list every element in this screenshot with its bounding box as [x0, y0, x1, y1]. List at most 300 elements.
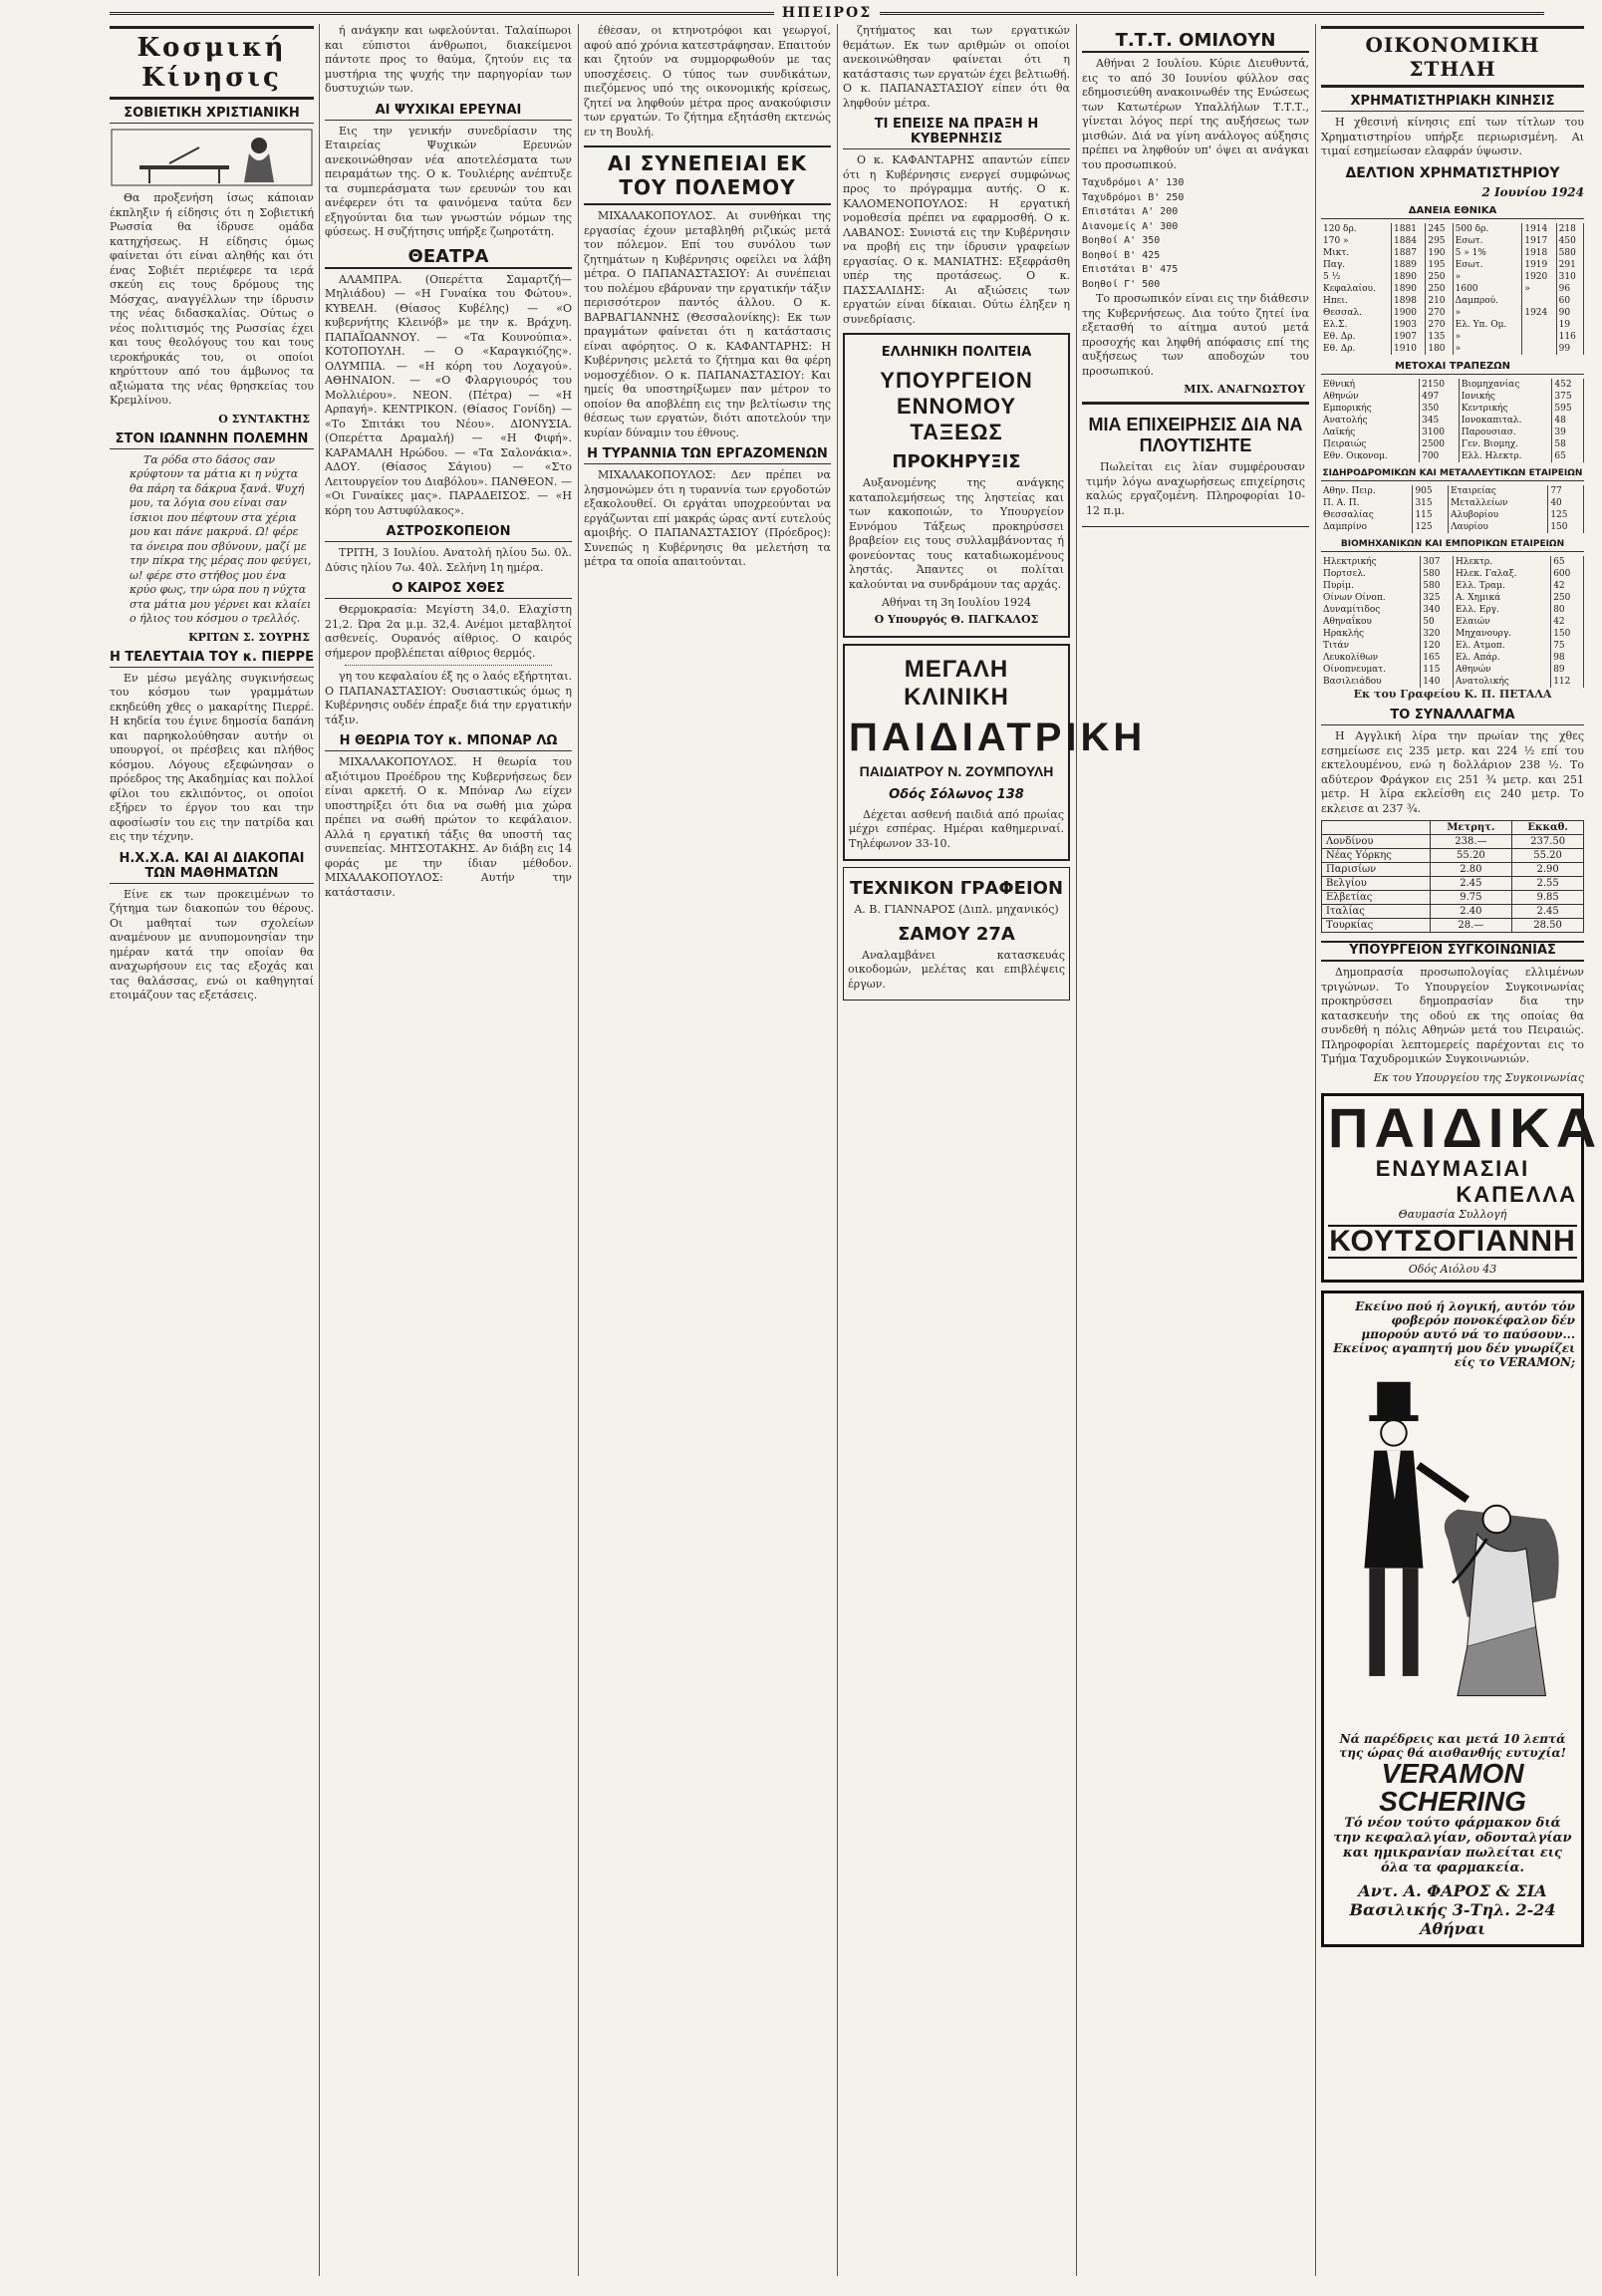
veramon-city: Αθήναι	[1420, 1919, 1485, 1938]
exchange-heading: ΤΟ ΣΥΝΑΛΛΑΓΜΑ	[1321, 708, 1584, 725]
observatory-heading: ΑΣΤΡΟΣΚΟΠΕΙΟΝ	[325, 524, 572, 542]
loan-row	[1321, 307, 1584, 319]
article-body: ΜΙΧΑΛΑΚΟΠΟΥΛΟΣ: Δεν πρέπει να λησμονώμεν ότι η τυραννία των εργοδοτών εξακολουθεί. Οι εργάται υποχρεούνται να εργάζωνται επί μακράς ώρας αντί ευτελούς αμοιβής. Ο ΠΑΠΑΝΑΣΤΑΣΙΟΥ (Πρόεδρος): Συνεπώς η Κυβέρνησις θα μελετήση τα μέτρα τα οποία απαιτούνται.	[584, 468, 831, 568]
table-cell: 1890	[1392, 283, 1426, 295]
table-cell: Αθηνών	[1454, 664, 1551, 676]
table-cell: Εθ. Δρ.	[1321, 331, 1392, 343]
article-body: Η χθεσινή κίνησις επί των τίτλων του Χρηματιστηρίου υπήρξε περιωρισμένη. Αι τιμαί εσημείωσαν ελαφράν ύψωσιν.	[1321, 116, 1584, 157]
table-cell: 80	[1551, 604, 1584, 616]
salary-row: Βοηθοί Α' 350	[1082, 235, 1161, 246]
loan-row	[1321, 235, 1584, 247]
table-cell: 1600	[1453, 283, 1522, 295]
exchange-cell: 237.50	[1512, 835, 1584, 849]
industry-row	[1321, 592, 1584, 604]
table-cell: Ηλεκ. Γαλαξ.	[1454, 568, 1551, 580]
table-cell: 307	[1421, 556, 1454, 568]
table-cell: 245	[1426, 223, 1453, 235]
table-cell: 96	[1556, 283, 1583, 295]
exchange-text: Η Αγγλική λίρα την πρωίαν της χθες εσημείωσε εις 235 μετρ. και 224 ½ επί του εκτελουμένου, ενώ η δολλάριον 238 ½. Το αδύτερον Φράγκον εις 251 ¾ μετρ. και 251 μετρ. Η λίρα εκλείσθη εις 240 μετρ. Το εκλεισε αι 237 ¾.	[1321, 729, 1584, 815]
table-cell: 1920	[1522, 271, 1556, 283]
industry-table	[1321, 556, 1584, 688]
table-cell: Τιτάν	[1321, 640, 1421, 652]
kids-ad-hats: ΚΑΠΕΛΛΑ	[1456, 1182, 1577, 1207]
table-cell: Ελλ. Εργ.	[1454, 604, 1551, 616]
loan-row	[1321, 319, 1584, 331]
exchange-cell: 2.45	[1512, 905, 1584, 919]
table-cell: 320	[1421, 628, 1454, 640]
table-cell: 60	[1556, 295, 1583, 307]
article-body: Ο κ. ΚΑΦΑΝΤΑΡΗΣ απαντών είπεν ότι η Κυβέρνησις ενεργεί συμφώνως προς το πρόγραμμα αυτής. Ο κ. ΚΑΛΟΜΕΝΟΠΟΥΛΟΣ: Η εργατική νομοθεσία πρέπει να εφαρμοσθή. Ο κ. ΛΑΒΑΝΟΣ: Συνιστά εις την Κυβέρνησιν να προβή εις την ίδρυσιν γραφείων εργασίας. Ο κ. ΜΑΝΙΑΤΗΣ: Εξεφράσθη υπέρ της προτάσεως. Ο κ. ΠΑΣΣΑΛΙΔΗΣ: Αι αξιώσεις των εργατών είναι δίκαιαι. Ούτω έληξεν η συνεδρίασις.	[843, 153, 1070, 326]
table-cell: 580	[1556, 247, 1583, 259]
table-cell: Ελ. Ατμοπ.	[1454, 640, 1551, 652]
table-cell: 115	[1413, 509, 1449, 521]
table-cell: 218	[1556, 223, 1583, 235]
table-cell: 580	[1421, 568, 1454, 580]
rail-row	[1321, 521, 1584, 533]
table-cell: 39	[1552, 427, 1584, 438]
gentleman-and-lady-illustration	[1330, 1369, 1575, 1728]
table-cell: 1898	[1392, 295, 1426, 307]
table-cell: 50	[1421, 616, 1454, 628]
woman-writing-illustration	[110, 128, 314, 187]
table-cell: Λευκολίθων	[1321, 652, 1421, 664]
table-cell: Μεταλλείων	[1449, 497, 1548, 509]
table-cell: 497	[1420, 391, 1460, 403]
theatre-listings: ΑΛΑΜΠΡΑ. (Οπερέττα Σαμαρτζή—Μηλιάδου) — «Η Γυναίκα του Φώτου». ΚΥΒΕΛΗ. (Θίασος Κυβέλης) — «Ο κυβερνήτης Κλεινόβ» με την κ. Βράχνη. ΠΑΠΑΪΩΑΝΝΟΥ. — «Τα Κουνούπια». ΚΟΤΟΠΟΥΛΗ. — Ο «Καραγκιόζης». ΟΛΥΜΠΙΑ. — «Η κόρη του Λοχαγού». ΑΘΗΝΑΙΟΝ. — «Ο Φλαργιουρός του Μολλιέρου». ΝΕΟΝ. (Πέτρα) — «Η Αρπαγή». ΚΕΝΤΡΙΚΟΝ. (Θίασος Γονίδη) — «Το Σπιτάκι του Νέου». ΔΙΟΝΥΣΙΑ. (Οπερέττα Δραμαλή) — «Η Φιφή». ΚΑΡΑΜΑΛΗ Ηρώδου. — «Τα Σαλονάκια». ΑΔΟΥ. (Θίασος Σάγιου) — «Στο Λειτουργείον του Διαβόλου». ΠΑΝΘΕΟΝ. — «Οι Γυναίκες μας». ΠΑΡΑΔΕΙΣΟΣ. — «Η κόρη του Αστυφύλακος».	[325, 272, 572, 517]
table-cell: Α. Χημικά	[1454, 592, 1551, 604]
table-cell: Π. Α. Π.	[1321, 497, 1413, 509]
article-body: γη του κεφαλαίου έξ ης ο λαός εξήρτηται. Ο ΠΑΠΑΝΑΣΤΑΣΙΟΥ: Ουσιαστικώς όμως η Κυβέρνησις ουδέν έπραξε διά την εργατικήν τάξιν.	[325, 670, 572, 726]
table-cell: Κεφαλαίου.	[1321, 283, 1392, 295]
table-cell: Ελαιών	[1454, 616, 1551, 628]
table-cell: Πορτσελ.	[1321, 568, 1421, 580]
clinic-heading: ΜΕΓΑΛΗ ΚΛΙΝΙΚΗ	[904, 655, 1009, 711]
industry-row	[1321, 604, 1584, 616]
bank-row	[1321, 415, 1584, 427]
exchange-cell: 28.50	[1512, 919, 1584, 933]
rail-row	[1321, 497, 1584, 509]
rail-row	[1321, 509, 1584, 521]
article-title: Η ΤΥΡΑΝΝΙΑ ΤΩΝ ΕΡΓΑΖΟΜΕΝΩΝ	[584, 446, 831, 464]
article-body: Αθήναι 2 Ιουλίου. Κύριε Διευθυντά, εις το από 30 Ιουνίου φύλλον σας εδημοσιεύθη ανακοινωθέν της Ενώσεως των Κατωτέρων Υπαλλήλων Τ.Τ.Τ., γίνεται λόγος περί της αυξήσεως των μισθών. Διά να γίνη ανάλογος αύξησις πρέπει να ληφθούν υπ' όψει αι ανάγκαι του προσωπικού.	[1082, 57, 1309, 171]
table-cell: 295	[1426, 235, 1453, 247]
table-cell: 1900	[1392, 307, 1426, 319]
table-cell: »	[1453, 343, 1522, 355]
table-cell	[1522, 343, 1556, 355]
article-title: Η.Χ.Χ.Α. ΚΑΙ ΑΙ ΔΙΑΚΟΠΑΙ ΤΩΝ ΜΑΘΗΜΑΤΩΝ	[110, 851, 314, 884]
table-cell: 3100	[1420, 427, 1460, 438]
table-cell: 350	[1420, 403, 1460, 415]
exchange-row	[1322, 877, 1584, 891]
clinic-text: Δέχεται ασθενή παιδιά από πρωίας μέχρι εσπέρας. Ημέραι καθημεριναί. Τηλέφωνον 33-10.	[849, 807, 1064, 850]
clinic-heading-pediatrics: ΠΑΙΔΙΑΤΡΙΚΗ	[849, 715, 1147, 759]
exchange-cell: 2.90	[1512, 863, 1584, 877]
table-cell: »	[1522, 283, 1556, 295]
table-cell: 48	[1552, 415, 1584, 427]
article-title: ΣΤΟΝ ΙΩΑΝΝΗΝ ΠΟΛΕΜΗΝ	[110, 431, 314, 449]
loan-row	[1321, 343, 1584, 355]
table-cell: 500 δρ.	[1453, 223, 1522, 235]
exchange-row	[1322, 905, 1584, 919]
exchange-header: Εκκαθ.	[1512, 821, 1584, 835]
bulletin-heading: ΔΕΛΤΙΟΝ ΧΡΗΜΑΤΙΣΤΗΡΙΟΥ	[1345, 164, 1560, 181]
column-1	[110, 24, 314, 2276]
table-cell: Ιονοκαπιταλ.	[1459, 415, 1552, 427]
table-cell: Ανατολικής	[1454, 676, 1551, 688]
table-cell: 595	[1552, 403, 1584, 415]
veramon-tagline: Τό νέον τούτο φάρμακον διά την κεφαλαλγίαν, οδονταλγίαν και ημικρανίαν πωλείται εις όλα τα φαρμακεία.	[1333, 1816, 1572, 1875]
kids-clothing-ad	[1321, 1093, 1602, 1283]
column-5	[1082, 24, 1309, 2276]
section-banner-social: Κοσμική Κίνησις	[110, 26, 314, 100]
table-cell: 340	[1421, 604, 1454, 616]
salary-row: Ταχυδρόμοι Α' 130	[1082, 177, 1185, 188]
table-cell: Γεν. Βιομηχ.	[1459, 438, 1552, 450]
rates-source: Εκ του Γραφείου Κ. Π. ΠΕΤΑΛΑ	[1353, 687, 1552, 701]
table-cell: 700	[1420, 450, 1460, 462]
article-title: ΣΟΒΙΕΤΙΚΗ ΧΡΙΣΤΙΑΝΙΚΗ	[110, 106, 314, 124]
table-cell: 170 »	[1321, 235, 1392, 247]
bank-row	[1321, 427, 1584, 438]
table-cell: 2500	[1420, 438, 1460, 450]
table-cell: 325	[1421, 592, 1454, 604]
table-cell	[1522, 295, 1556, 307]
table-cell: Αθηνών	[1321, 391, 1420, 403]
exchange-header	[1322, 821, 1431, 835]
table-cell: Μικτ.	[1321, 247, 1392, 259]
exchange-cell: Λονδίνου	[1322, 835, 1431, 849]
table-cell: 310	[1556, 271, 1583, 283]
table-cell: Παγ.	[1321, 259, 1392, 271]
bank-row	[1321, 450, 1584, 462]
table-cell: 250	[1551, 592, 1584, 604]
ministry-heading: ΥΠΟΥΡΓΕΙΟΝ ΕΝΝΟΜΟΥ ΤΑΞΕΩΣ	[880, 368, 1033, 444]
industry-row	[1321, 676, 1584, 688]
banks-table	[1321, 379, 1584, 462]
exchange-cell: 55.20	[1512, 849, 1584, 863]
decree-box	[843, 333, 1070, 638]
table-cell: Πειραιώς	[1321, 438, 1420, 450]
industry-row	[1321, 652, 1584, 664]
exchange-row	[1322, 919, 1584, 933]
table-cell: 65	[1551, 556, 1584, 568]
table-cell: 5 » 1%	[1453, 247, 1522, 259]
observatory-text: ΤΡΙΤΗ, 3 Ιουλίου. Ανατολή ηλίου 5ω. 0λ. Δύσις ηλίου 7ω. 40λ. Σελήνη 1η ημέρα.	[325, 546, 572, 574]
table-cell: Βασιλειάδου	[1321, 676, 1421, 688]
table-cell: Εμπορικής	[1321, 403, 1420, 415]
loan-row	[1321, 283, 1584, 295]
column-rule	[578, 24, 579, 2276]
article-body: Θα προξενήση ίσως κάποιαν έκπληξιν ή είδησις ότι η Σοβιετική Ρωσσία θα ίδρυσε ομάδα κατηχήσεως. Η είδησις όμως φαίνεται ότι είναι αληθής και ότι ένας Σοβιέτ περιέφερε τα ιερά σκεύη εις τους δρόμους της Μόσχας, αναγγέλλων την ίδρυσιν της νέας διδασκαλίας. Ούτως ο νέος πολιτισμός της Ρωσσίας έχει και τους θεολόγους του και τους ιεροκήρυκάς του, οι οποίοι κηρύττουν από του άμβωνος τα αξιώματα της νέας θρησκείας του Κρεμλίνου.	[110, 191, 314, 407]
industry-row	[1321, 568, 1584, 580]
article-title: ΤΙ ΕΠΕΙΣΕ ΝΑ ΠΡΑΞΗ Η ΚΥΒΕΡΝΗΣΙΣ	[843, 117, 1070, 149]
table-cell: 75	[1551, 640, 1584, 652]
industry-row	[1321, 580, 1584, 592]
table-cell: Ελ. Απάρ.	[1454, 652, 1551, 664]
decree-date: Αθήναι τη 3η Ιουλίου 1924	[881, 596, 1032, 609]
tech-office-text: Αναλαμβάνει κατασκευάς οικοδομών, μελέτας και επιβλέψεις έργων.	[848, 948, 1065, 991]
table-cell: 1907	[1392, 331, 1426, 343]
loan-row	[1321, 223, 1584, 235]
industry-row	[1321, 556, 1584, 568]
table-cell: 1903	[1392, 319, 1426, 331]
salary-row: Επιστάται Β' 475	[1082, 264, 1179, 275]
kids-ad-collection: Θαυμασία Συλλογή	[1398, 1208, 1507, 1221]
article-body: Το προσωπικόν είναι εις την διάθεσιν της Κυβερνήσεως. Δια τούτο ζητεί ίνα εξετασθή το αίτημα αυτού μετά προσοχής και ληφθή απόφασις επί της αυξήσεως των αποδοχών του προσωπικού.	[1082, 292, 1309, 378]
article-body: ΜΙΧΑΛΑΚΟΠΟΥΛΟΣ. Η θεωρία του αξιότιμου Προέδρου της Κυβερνήσεως δεν είναι αρκετή. Ο κ. Μπόναρ Λω είχεν υποστηρίξει ότι δια να σωθή μια χώρα πρέπει να σωθή πρώτον το κεφάλαιον. Αλλά η εργατική τάξις θα υποστή τας συνεπείας. ΜΗΤΣΟΤΑΚΗΣ. Αν διάβη εις 14 φοράς με την ίδιαν μέθοδον. ΜΙΧΑΛΑΚΟΠΟΥΛΟΣ: Αυτήν την κατάστασιν.	[325, 755, 572, 899]
table-cell: Δυναμίτιδος	[1321, 604, 1421, 616]
article-signature: Ο ΣΥΝΤΑΚΤΗΣ	[218, 412, 310, 426]
table-cell: Παρουσιασ.	[1459, 427, 1552, 438]
ministry-text: Δημοπρασία προσωπολογίας ελλιμένων τριγώνων. Το Υπουργείον Συγκοινωνίας προκηρύσσει δημοπρασίαν δια την κατασκευήν της οδού εκ της οποίας θα συνδεθή η πόλις Αθηνών μετά του Πειραιώς. Πληροφορίαι λεπτομερείς παρέχονται εις το Τμήμα Ταχυδρομικών Συγκοινωνιών.	[1321, 966, 1584, 1065]
weather-text: Θερμοκρασία: Μεγίστη 34,0. Ελαχίστη 21,2. Ώρα 2α μ.μ. 32,4. Ανέμοι μεταβλητοί ασθενείς. Ουρανός αίθριος. Ο καιρός σήμερον προβλέπεται αίθριος θερμός.	[325, 603, 572, 660]
table-cell: Εσωτ.	[1453, 259, 1522, 271]
table-cell: Ελ. Υπ. Ομ.	[1453, 319, 1522, 331]
masthead-rule-right	[880, 12, 1544, 15]
state-heading: ΕΛΛΗΝΙΚΗ ΠΟΛΙΤΕΙΑ	[881, 345, 1032, 360]
table-cell: Ηλεκτρικής	[1321, 556, 1421, 568]
table-cell: Αλυβορίου	[1449, 509, 1548, 521]
exchange-cell: 9.75	[1430, 891, 1512, 905]
table-cell: Μηχανουργ.	[1454, 628, 1551, 640]
bank-row	[1321, 379, 1584, 391]
tech-office-heading: ΤΕΧΝΙΚΟΝ ΓΡΑΦΕΙΟΝ	[849, 878, 1064, 899]
column-rule	[837, 24, 838, 2276]
exchange-cell: Ιταλίας	[1322, 905, 1431, 919]
table-cell: 1890	[1392, 271, 1426, 283]
table-cell	[1522, 319, 1556, 331]
table-cell: Ηρακλής	[1321, 628, 1421, 640]
table-cell: 270	[1426, 319, 1453, 331]
table-cell: 58	[1552, 438, 1584, 450]
loans-table	[1321, 223, 1584, 355]
poem-body: Τα ρόδα στο δάσος σαν κρύφτουν τα μάτια κι η νύχτα θα πάρη τα δάκρυα ξανά. Ψυχή μου, τα λόγια σου είναι σαν ίσκιοι που πέφτουν στα χέρια μου και πάνε μακρυά. Ω! φέρε τα όνειρα που σβύνουν, μαζί με την πίκρα της μέρας που φεύγει, ω! φέρε στο στήθος μου ένα κρύο φως, την ώρα που η νύχτα στα μάτια μου γέρνει και κλαίει ο ήλιος του κόσμου ο τρελλός.	[130, 452, 312, 625]
column-2	[325, 24, 572, 2276]
exchange-row	[1322, 891, 1584, 905]
table-cell	[1522, 331, 1556, 343]
article-title: Τ.Τ.Τ. ΟΜΙΛΟΥΝ	[1082, 30, 1309, 53]
exchange-cell: Ελβετίας	[1322, 891, 1431, 905]
table-cell: 120 δρ.	[1321, 223, 1392, 235]
kids-ad-address: Οδός Αιόλου 43	[1408, 1263, 1497, 1276]
table-cell: Εταιρείας	[1449, 485, 1548, 497]
masthead-rule-left	[110, 12, 774, 15]
table-cell: 42	[1551, 580, 1584, 592]
clinic-doctor: ΠΑΙΔΙΑΤΡΟΥ Ν. ΖΟΥΜΠΟΥΛΗ	[859, 762, 1054, 779]
exchange-cell: 55.20	[1430, 849, 1512, 863]
business-ad-heading: ΜΙΑ ΕΠΙΧΕΙΡΗΣΙΣ ΔΙΑ ΝΑ ΠΛΟΥΤΙΣΗΤΕ	[1088, 415, 1303, 455]
column-rule	[1315, 24, 1316, 2276]
table-cell: Βιομηχανίας	[1459, 379, 1552, 391]
tech-office-address: ΣΑΜΟΥ 27Α	[898, 923, 1015, 945]
poem-signature: ΚΡΙΤΩΝ Σ. ΣΟΥΡΗΣ	[188, 630, 310, 644]
section-banner-economy: ΟΙΚΟΝΟΜΙΚΗ ΣΤΗΛΗ	[1321, 26, 1584, 88]
table-cell: 1918	[1522, 247, 1556, 259]
table-cell: 1889	[1392, 259, 1426, 271]
bank-row	[1321, 391, 1584, 403]
exchange-cell: Παρισίων	[1322, 863, 1431, 877]
table-cell: 580	[1421, 580, 1454, 592]
industry-row	[1321, 664, 1584, 676]
table-cell: Οίνοπνευματ.	[1321, 664, 1421, 676]
table-cell: Αθην. Πειρ.	[1321, 485, 1413, 497]
veramon-ad	[1321, 1291, 1584, 1947]
exchange-row	[1322, 849, 1584, 863]
table-cell: 112	[1551, 676, 1584, 688]
kids-ad-clothing: ΕΝΔΥΜΑΣΙΑΙ	[1375, 1156, 1530, 1181]
article-body: ή ανάγκην και ωφελούνται. Ταλαίπωροι και εύπιστοι άνθρωποι, διακείμενοι πάντοτε προς το θαύμα, ζητούν εις τα μυστήρια της ψυχής την παρηγορίαν των δυστυχιών των.	[325, 24, 572, 95]
industry-row	[1321, 628, 1584, 640]
table-cell: Εθ. Δρ.	[1321, 343, 1392, 355]
weather-heading: Ο ΚΑΙΡΟΣ ΧΘΕΣ	[325, 581, 572, 599]
table-cell: 450	[1556, 235, 1583, 247]
table-cell: 150	[1551, 628, 1584, 640]
table-cell: 250	[1426, 283, 1453, 295]
main-article-title: ΑΙ ΣΥΝΕΠΕΙΑΙ ΕΚ ΤΟΥ ΠΟΛΕΜΟΥ	[584, 145, 831, 205]
exchange-cell: 28.—	[1430, 919, 1512, 933]
table-cell: Δαμπρίνο	[1321, 521, 1413, 533]
decree-body: Αυξανομένης της ανάγκης καταπολεμήσεως της ληστείας και των κακοποιών, το Υπουργείον Εννόμου Τάξεως προκηρύσσει βραβείον εις τους συλλαμβάνοντας ή φονεύοντας τους καταδιωκομένους ληστάς. Άπαντες οι πολίται καλούνται να συνδράμουν τας αρχάς.	[849, 476, 1064, 591]
article-body: έθεσαν, οι κτηνοτρόφοι και γεωργοί, αφού από χρόνια κατεστράφησαν. Επαιτούν και ζητούν να συμμορφωθούν με τας υποσχέσεις. Ο τύπος των συνδικάτων, πιεζόμενος υπό της οικονομικής κρίσεως, ζητεί να ληφθούν μέτρα προς ανακούφισιν των εργατών. Το ζήτημα εξητάσθη εκτενώς εν τη Βουλή.	[584, 24, 831, 139]
veramon-speech-top: Εκείνο πού ή λογική, αυτόν τόν φοβερόν πονοκέφαλον δέν μπορούν αυτό νά το παύσουν... Εκείνος αγαπητή μου δέν γνωρίζει είς το VERAMON;	[1333, 1299, 1575, 1369]
veramon-address: Βασιλικής 3-Τηλ. 2-24	[1349, 1900, 1556, 1919]
table-cell: 1910	[1392, 343, 1426, 355]
article-signature: ΜΙΧ. ΑΝΑΓΝΩΣΤΟΥ	[1184, 383, 1305, 396]
exchange-cell: 238.—	[1430, 835, 1512, 849]
column-3	[584, 24, 831, 2276]
table-cell: 42	[1551, 616, 1584, 628]
exchange-cell: Βελγίου	[1322, 877, 1431, 891]
table-cell: 135	[1426, 331, 1453, 343]
loans-heading: ΔΑΝΕΙΑ ΕΘΝΙΚΑ	[1321, 205, 1584, 219]
table-cell: 165	[1421, 652, 1454, 664]
ministry-signature: Εκ του Υπουργείου της Συγκοινωνίας	[1373, 1070, 1584, 1084]
table-cell: 40	[1548, 497, 1584, 509]
decree-signature: Ο Υπουργός Θ. ΠΑΓΚΑΛΟΣ	[874, 612, 1039, 626]
table-cell: Ελλ. Τραμ.	[1454, 580, 1551, 592]
table-cell: Λαϊκής	[1321, 427, 1420, 438]
article-body: Εν μέσω μεγάλης συγκινήσεως του κόσμου των γραμμάτων εκηδεύθη χθες ο μακαρίτης Πιερρέ. Η κηδεία του έγινε δημοσία δαπάνη και παρηκολούθησαν αυτήν οι υπουργοί, οι πρέσβεις και πλήθος κόσμου. Λόγους εξεφώνησαν ο πρόεδρος της Ακαδημίας και πολλοί φίλοι του εκλιπόντος, οι οποίοι εξήρεν το έργον του και την αφοσίωσίν του εις την πατρίδα και εις την τέχνην.	[110, 671, 314, 843]
salary-row: Βοηθοί Γ' 500	[1082, 278, 1161, 290]
loan-row	[1321, 247, 1584, 259]
salary-row: Διανομείς Α' 300	[1082, 220, 1179, 232]
exchange-header: Μετρητ.	[1430, 821, 1512, 835]
table-cell: 452	[1552, 379, 1584, 391]
bank-row	[1321, 403, 1584, 415]
table-cell: 89	[1551, 664, 1584, 676]
table-cell: Οίνων Οίνοπ.	[1321, 592, 1421, 604]
table-cell: 905	[1413, 485, 1449, 497]
kids-ad-title: ΠΑΙΔΙΚΑ	[1328, 1096, 1602, 1159]
table-cell: 5 ½	[1321, 271, 1392, 283]
table-cell: 65	[1552, 450, 1584, 462]
exchange-cell: 9.85	[1512, 891, 1584, 905]
salary-row: Ταχυδρόμοι Β' 250	[1082, 191, 1185, 203]
bank-row	[1321, 438, 1584, 450]
tech-office-ad	[843, 867, 1070, 1001]
column-rule	[319, 24, 320, 2276]
exchange-cell: 2.40	[1430, 905, 1512, 919]
table-cell: 77	[1548, 485, 1584, 497]
column-6	[1321, 24, 1602, 2276]
table-cell: Εσωτ.	[1453, 235, 1522, 247]
table-cell: 1924	[1522, 307, 1556, 319]
veramon-speech-mid: Νά παρέδρεις και μετά 10 λεπτά της ώρας θά αισθανθής ευτυχία!	[1339, 1732, 1566, 1760]
table-cell: 250	[1426, 271, 1453, 283]
table-cell: 1919	[1522, 259, 1556, 271]
table-cell: 98	[1551, 652, 1584, 664]
masthead-title: ΗΠΕΙΡΟΣ	[781, 5, 873, 21]
decree-heading: ΠΡΟΚΗΡΥΞΙΣ	[892, 451, 1021, 472]
industry-heading: ΒΙΟΜΗΧΑΝΙΚΩΝ ΚΑΙ ΕΜΠΟΡΙΚΩΝ ΕΤΑΙΡΕΙΩΝ	[1321, 539, 1584, 552]
table-cell: 291	[1556, 259, 1583, 271]
article-body: Είνε εκ των προκειμένων το ζήτημα των διακοπών του θέρους. Οι μαθηταί των σχολείων αναμένουν με ανυπομονησίαν την ημέραν κατά την οποίαν θα αναχωρήσουν εις τας εξοχάς και τας θαλάσσας, ενώ οι καθηγηταί ετοιμάζουν τας εξετάσεις.	[110, 887, 314, 1002]
table-cell: 2150	[1420, 379, 1460, 391]
table-cell: Λαυρίου	[1449, 521, 1548, 533]
table-cell: 315	[1413, 497, 1449, 509]
exchange-cell: 2.80	[1430, 863, 1512, 877]
table-cell: 116	[1556, 331, 1583, 343]
table-cell: »	[1453, 271, 1522, 283]
table-cell: 120	[1421, 640, 1454, 652]
kids-ad-shop: ΚΟΥΤΣΟΓΙΑΝΝΗ	[1329, 1225, 1576, 1258]
exchange-cell: 2.55	[1512, 877, 1584, 891]
table-cell: 90	[1556, 307, 1583, 319]
table-cell: 345	[1420, 415, 1460, 427]
exchange-table	[1321, 820, 1584, 933]
table-cell: 1881	[1392, 223, 1426, 235]
article-title: ΧΡΗΜΑΤΙΣΤΗΡΙΑΚΗ ΚΙΝΗΣΙΣ	[1321, 94, 1584, 112]
table-cell: 180	[1426, 343, 1453, 355]
loan-row	[1321, 331, 1584, 343]
veramon-brand: VERAMON SCHERING	[1379, 1758, 1526, 1817]
business-ad	[1082, 402, 1309, 527]
banks-heading: ΜΕΤΟΧΑΙ ΤΡΑΠΕΖΩΝ	[1321, 361, 1584, 375]
business-ad-text: Πωλείται εις λίαν συμφέρουσαν τιμήν λόγω αναχωρήσεως επιχείρησις καλώς εργαζομένη. Πληροφορίαι 10-12 π.μ.	[1086, 460, 1305, 517]
table-cell: 190	[1426, 247, 1453, 259]
rail-row	[1321, 485, 1584, 497]
table-cell: Θεσσαλίας	[1321, 509, 1413, 521]
table-cell: Ηπει.	[1321, 295, 1392, 307]
table-cell: Ιονικής	[1459, 391, 1552, 403]
table-cell: Ελλ. Ηλεκτρ.	[1459, 450, 1552, 462]
table-cell: 1914	[1522, 223, 1556, 235]
article-title: ΑΙ ΨΥΧΙΚΑΙ ΕΡΕΥΝΑΙ	[325, 103, 572, 121]
table-cell: »	[1453, 331, 1522, 343]
article-body: ζητήματος και των εργατικών θεμάτων. Εκ των αριθμών οι οποίοι ανεκοινώθησαν φαίνεται ότι η κατάστασις των εργατών έχει βελτιωθή. Ο κ. ΠΑΠΑΝΑΣΤΑΣΙΟΥ είπεν ότι θα ληφθούν μέτρα.	[843, 24, 1070, 110]
table-cell: 375	[1552, 391, 1584, 403]
table-cell: Ανατολής	[1321, 415, 1420, 427]
table-cell: 150	[1548, 521, 1584, 533]
table-cell: Αθηναΐκου	[1321, 616, 1421, 628]
table-cell: Εθν. Οικονομ.	[1321, 450, 1420, 462]
loan-row	[1321, 295, 1584, 307]
tech-office-owner: Α. Β. ΓΙΑΝΝΑΡΟΣ (Διπλ. μηχανικός)	[854, 903, 1059, 916]
table-cell: 1917	[1522, 235, 1556, 247]
salary-row: Βοηθοί Β' 425	[1082, 249, 1161, 261]
industry-row	[1321, 616, 1584, 628]
table-cell: Ελ.Σ.	[1321, 319, 1392, 331]
table-cell: 115	[1421, 664, 1454, 676]
salary-row: Επιστάται Α' 200	[1082, 206, 1179, 217]
clinic-address: Οδός Σόλωνος 138	[889, 786, 1024, 802]
ministry-heading: ΥΠΟΥΡΓΕΙΟΝ ΣΥΓΚΟΙΝΩΝΙΑΣ	[1321, 941, 1584, 962]
table-cell: 600	[1551, 568, 1584, 580]
table-cell: Εθνική	[1321, 379, 1420, 391]
masthead	[110, 4, 1544, 22]
table-cell: Ηλεκτρ.	[1454, 556, 1551, 568]
article-body: ΜΙΧΑΛΑΚΟΠΟΥΛΟΣ. Αι συνθήκαι της εργασίας έχουν μεταβληθή ριζικώς μετά τον πόλεμον. Επί του συνόλου των ζητημάτων η Κυβέρνησις οφείλει να λάβη μέτρα. Ο ΠΑΠΑΝΑΣΤΑΣΙΟΥ: Αι συνέπειαι του πολέμου εβάρυναν την εργατικήν τάξιν περισσότερον παντός άλλου. Ο κ. ΒΑΡΒΑΓΙΑΝΝΗΣ (Θεσσαλονίκης): Εκ των πραγμάτων φαίνεται ότι η κατάστασις είναι αφόρητος. Ο κ. ΚΑΦΑΝΤΑΡΗΣ: Η Κυβέρνησις μελετά το ζήτημα και θα φέρη νομοσχέδιον. Ο κ. ΠΑΠΑΝΑΣΤΑΣΙΟΥ: Και ημείς θα υποστηρίξωμεν παν μέτρον το οποίον θα αποβλέπη εις την βελτίωσιν της θέσεως των εργατών, διότι αποτελούν την κυρίαν δύναμιν του έθνους.	[584, 209, 831, 439]
